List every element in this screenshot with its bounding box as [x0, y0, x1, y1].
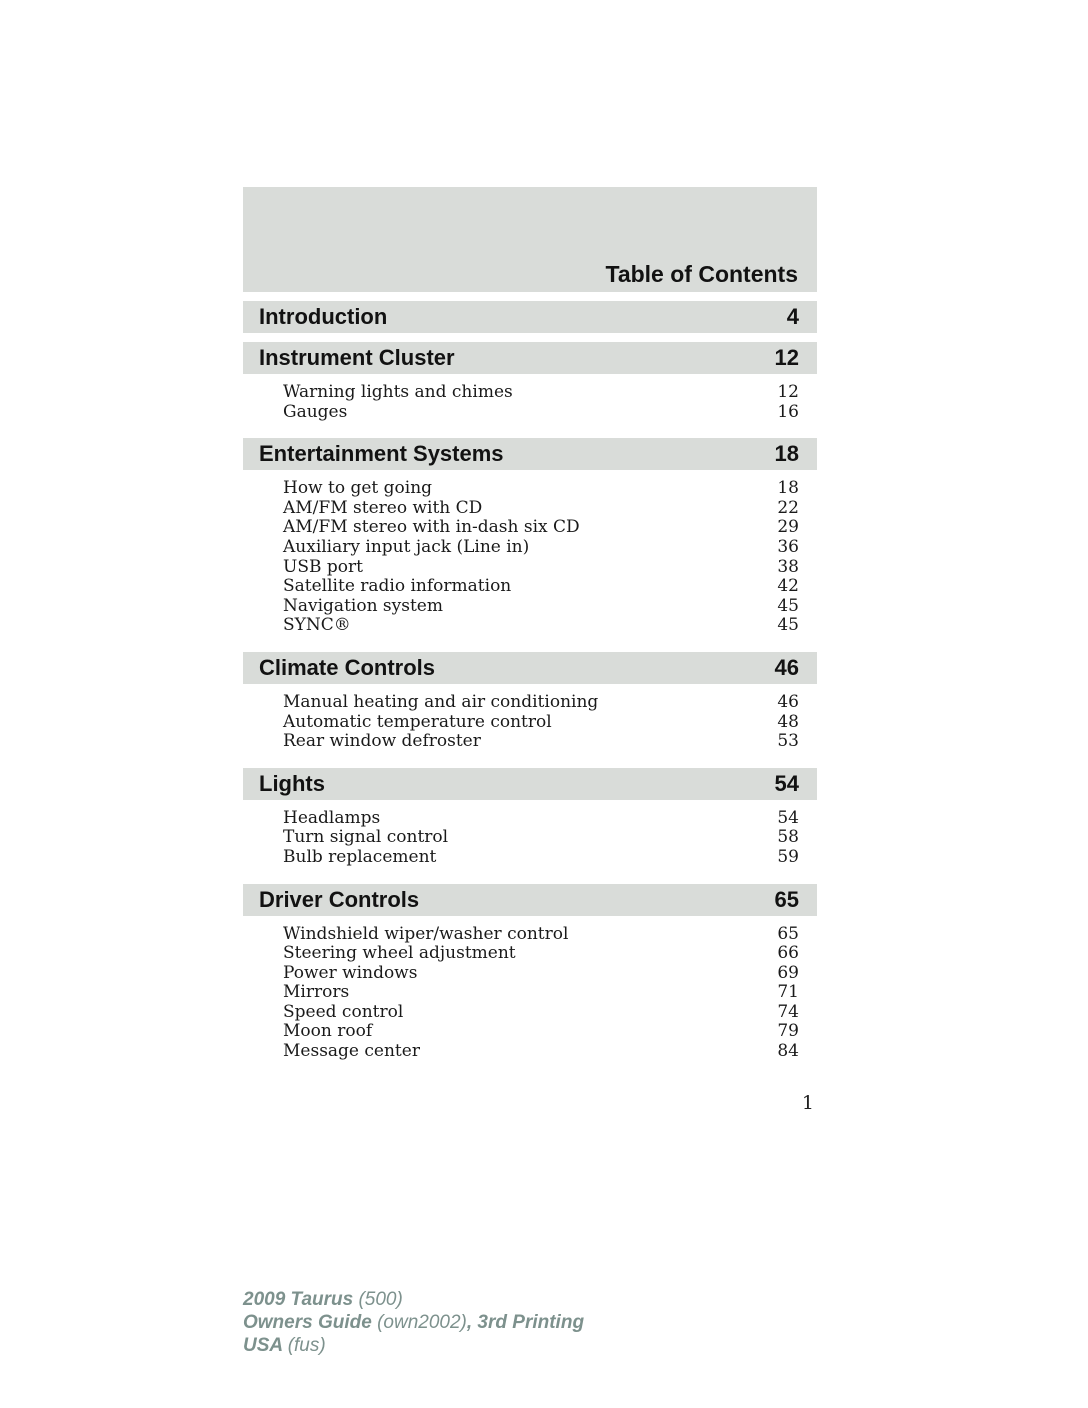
- entry-label: Mirrors: [283, 982, 350, 1003]
- toc-entry-row: [243, 1022, 817, 1042]
- entry-label: Gauges: [283, 401, 348, 422]
- section-entries: [243, 800, 817, 875]
- footer-text-segment: (500): [358, 1289, 403, 1310]
- toc-entry-row: [243, 713, 817, 733]
- toc-entry-row: [243, 964, 817, 984]
- page-title: Table of Contents: [605, 261, 798, 287]
- entry-label: Manual heating and air conditioning: [283, 691, 599, 712]
- footer-text-segment: , 3rd Printing: [466, 1312, 585, 1333]
- toc-entry-row: [243, 383, 817, 403]
- entry-page-number: 54: [777, 807, 799, 828]
- entry-label: Steering wheel adjustment: [283, 943, 516, 964]
- entry-page-number: 42: [777, 576, 799, 597]
- entry-page-number: 22: [777, 497, 799, 518]
- toc-entry-row: [243, 616, 817, 636]
- entry-label: Moon roof: [283, 1021, 373, 1042]
- entry-label: Windshield wiper/washer control: [283, 923, 569, 944]
- entry-label: Navigation system: [283, 595, 443, 616]
- entry-page-number: 84: [777, 1041, 799, 1062]
- entry-label: AM/FM stereo with CD: [283, 497, 483, 518]
- entry-label: SYNC®: [283, 615, 351, 636]
- footer: [243, 1288, 584, 1357]
- toc-entry-row: [243, 983, 817, 1003]
- toc-entry-row: [243, 809, 817, 829]
- toc-entry-row: [243, 558, 817, 578]
- toc-entry-row: [243, 538, 817, 558]
- entry-page-number: 45: [777, 615, 799, 636]
- toc-entry-row: [243, 518, 817, 538]
- toc-list: [243, 301, 817, 1069]
- section-header: [243, 768, 817, 800]
- section-header: [243, 301, 817, 333]
- entry-label: Speed control: [283, 1001, 404, 1022]
- entry-page-number: 29: [777, 517, 799, 538]
- section-label: Entertainment Systems: [259, 441, 504, 467]
- entry-page-number: 58: [777, 827, 799, 848]
- entry-label: Message center: [283, 1041, 420, 1062]
- section-header: [243, 342, 817, 374]
- footer-text-segment: (fus): [287, 1335, 326, 1356]
- section-entries: [243, 916, 817, 1069]
- footer-text-segment: USA: [243, 1335, 288, 1356]
- entry-page-number: 65: [777, 923, 799, 944]
- section-page-number: 12: [774, 345, 799, 370]
- entry-label: Rear window defroster: [283, 731, 481, 752]
- footer-text-segment: Owners Guide: [243, 1312, 378, 1333]
- entry-page-number: 66: [777, 943, 799, 964]
- section-entries: [243, 684, 817, 759]
- entry-label: How to get going: [283, 478, 433, 499]
- entry-label: Turn signal control: [283, 827, 449, 848]
- entry-label: AM/FM stereo with in-dash six CD: [283, 517, 580, 538]
- section-label: Introduction: [259, 304, 388, 329]
- section-page-number: 18: [774, 441, 799, 467]
- entry-label: Warning lights and chimes: [283, 382, 513, 402]
- entry-page-number: 79: [777, 1021, 799, 1042]
- entry-page-number: 45: [777, 595, 799, 616]
- section-entries: [243, 374, 817, 429]
- entry-page-number: 12: [777, 382, 799, 402]
- entry-label: Headlamps: [283, 807, 381, 828]
- entry-label: USB port: [283, 556, 363, 577]
- footer-text-segment: 2009 Taurus: [243, 1289, 359, 1310]
- section-header: [243, 438, 817, 470]
- section-header: [243, 652, 817, 684]
- footer-line: [243, 1311, 584, 1334]
- entry-page-number: 16: [777, 401, 799, 422]
- toc-entry-row: [243, 944, 817, 964]
- toc-entry-row: [243, 732, 817, 752]
- toc-entry-row: [243, 925, 817, 945]
- entry-page-number: 48: [777, 711, 799, 732]
- entry-page-number: 36: [777, 536, 799, 557]
- entry-page-number: 74: [777, 1001, 799, 1022]
- toc-entry-row: [243, 1042, 817, 1062]
- toc-entry-row: [243, 693, 817, 713]
- footer-line: [243, 1288, 584, 1311]
- toc-entry-row: [243, 848, 817, 868]
- entry-label: Auxiliary input jack (Line in): [283, 536, 530, 557]
- section-label: Driver Controls: [259, 886, 420, 912]
- entry-page-number: 59: [777, 846, 799, 867]
- section-page-number: 4: [786, 304, 799, 329]
- section-label: Instrument Cluster: [259, 345, 455, 370]
- entry-label: Satellite radio information: [283, 576, 512, 597]
- footer-text-segment: (own2002): [377, 1312, 467, 1333]
- entry-page-number: 71: [777, 982, 799, 1003]
- entry-page-number: 69: [777, 962, 799, 983]
- toc-entry-row: [243, 577, 817, 597]
- section-label: Climate Controls: [259, 654, 436, 680]
- toc-entry-row: [243, 1003, 817, 1023]
- entry-page-number: 18: [777, 478, 799, 499]
- footer-line: [243, 1334, 584, 1357]
- content-column: [243, 187, 817, 1069]
- toc-entry-row: [243, 597, 817, 617]
- section-page-number: 54: [774, 770, 799, 796]
- section-entries: [243, 470, 817, 643]
- section-label: Lights: [259, 770, 325, 796]
- page-number: 1: [801, 1092, 814, 1114]
- section-page-number: 65: [774, 886, 799, 912]
- entry-page-number: 38: [777, 556, 799, 577]
- toc-entry-row: [243, 828, 817, 848]
- entry-label: Bulb replacement: [283, 846, 437, 867]
- entry-page-number: 46: [777, 691, 799, 712]
- toc-entry-row: [243, 499, 817, 519]
- toc-entry-row: [243, 479, 817, 499]
- header-block: [243, 187, 817, 292]
- entry-label: Automatic temperature control: [283, 711, 552, 732]
- section-header: [243, 884, 817, 916]
- section-page-number: 46: [774, 654, 799, 680]
- entry-label: Power windows: [283, 962, 418, 983]
- entry-page-number: 53: [777, 731, 799, 752]
- toc-entry-row: [243, 403, 817, 423]
